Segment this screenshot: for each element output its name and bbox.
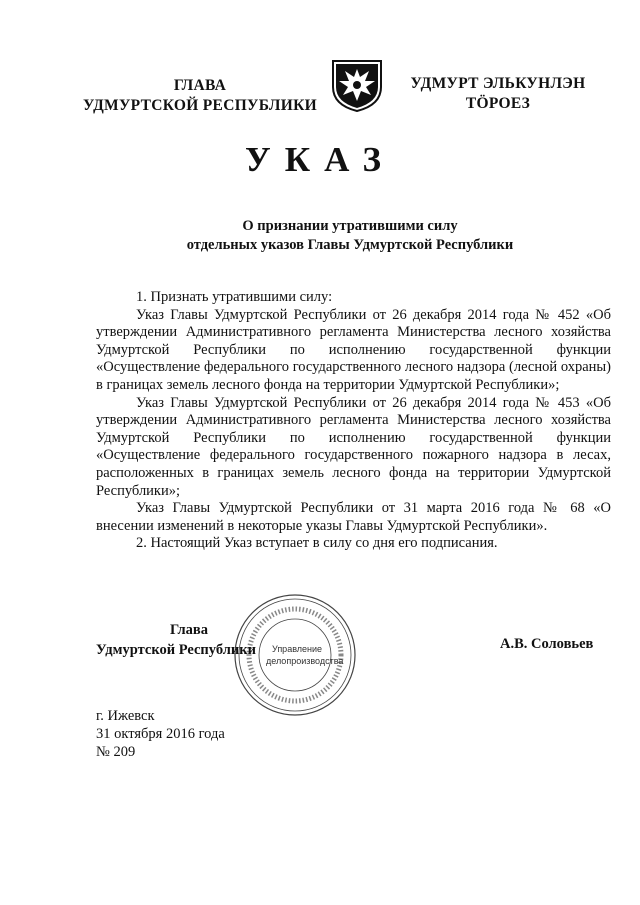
signatory-title <box>96 620 276 660</box>
body-paragraph: 2. Настоящий Указ вступает в силу со дня его подписания. <box>136 535 498 552</box>
stamp-line1: Управление <box>272 644 323 654</box>
document-title: УКАЗ <box>245 140 395 179</box>
document-footer <box>96 707 225 761</box>
body-paragraph: 1. Признать утратившими силу: <box>136 289 333 305</box>
signatory-title-line2: Удмуртской Республики <box>96 642 256 658</box>
document-subject <box>140 217 560 255</box>
subject-line1: О признании утратившими силу <box>242 218 458 234</box>
header-right-line2: ТӦРОЕЗ <box>465 95 531 112</box>
header-right-line1: УДМУРТ ЭЛЬКУНЛЭН <box>410 75 586 92</box>
body-paragraph: Указ Главы Удмуртской Республики от 26 декабря 2014 года № 453 «Об утверждении Административного регламента Министерства лесного хозяйства Удмуртской Республики по исполнению государственной функции «Осуществление федерального государственного пожарного надзора в лесах, расположенных в границах земель лесного фонда на территории Удмуртской Республики»; <box>96 394 611 499</box>
body-paragraph: Указ Главы Удмуртской Республики от 31 марта 2016 года № 68 «О внесении изменений в некоторые указы Главы Удмуртской Республики». <box>96 500 611 534</box>
signatory-name: А.В. Соловьев <box>500 636 594 652</box>
header-left <box>70 76 330 116</box>
footer-number: № 209 <box>96 744 136 760</box>
body-paragraph: Указ Главы Удмуртской Республики от 26 декабря 2014 года № 452 «Об утверждении Административного регламента Министерства лесного хозяйства Удмуртской Республики по исполнению государственной функции «Осуществление федерального государственного лесного надзора (лесной охраны) в границах земель лесного фонда на территории Удмуртской Республики»; <box>96 306 611 393</box>
signatory-title-line1: Глава <box>169 622 208 638</box>
footer-date: 31 октября 2016 года <box>96 726 225 742</box>
document-body <box>96 289 611 553</box>
header-left-line2: УДМУРТСКОЙ РЕСПУБЛИКИ <box>82 97 317 114</box>
header-right <box>398 74 598 114</box>
footer-city: г. Ижевск <box>96 708 155 724</box>
subject-line2: отдельных указов Главы Удмуртской Республики <box>186 237 514 253</box>
coat-of-arms-icon <box>327 57 387 113</box>
header-left-line1: ГЛАВА <box>173 77 227 94</box>
stamp-line2: делопроизводства <box>266 656 344 666</box>
